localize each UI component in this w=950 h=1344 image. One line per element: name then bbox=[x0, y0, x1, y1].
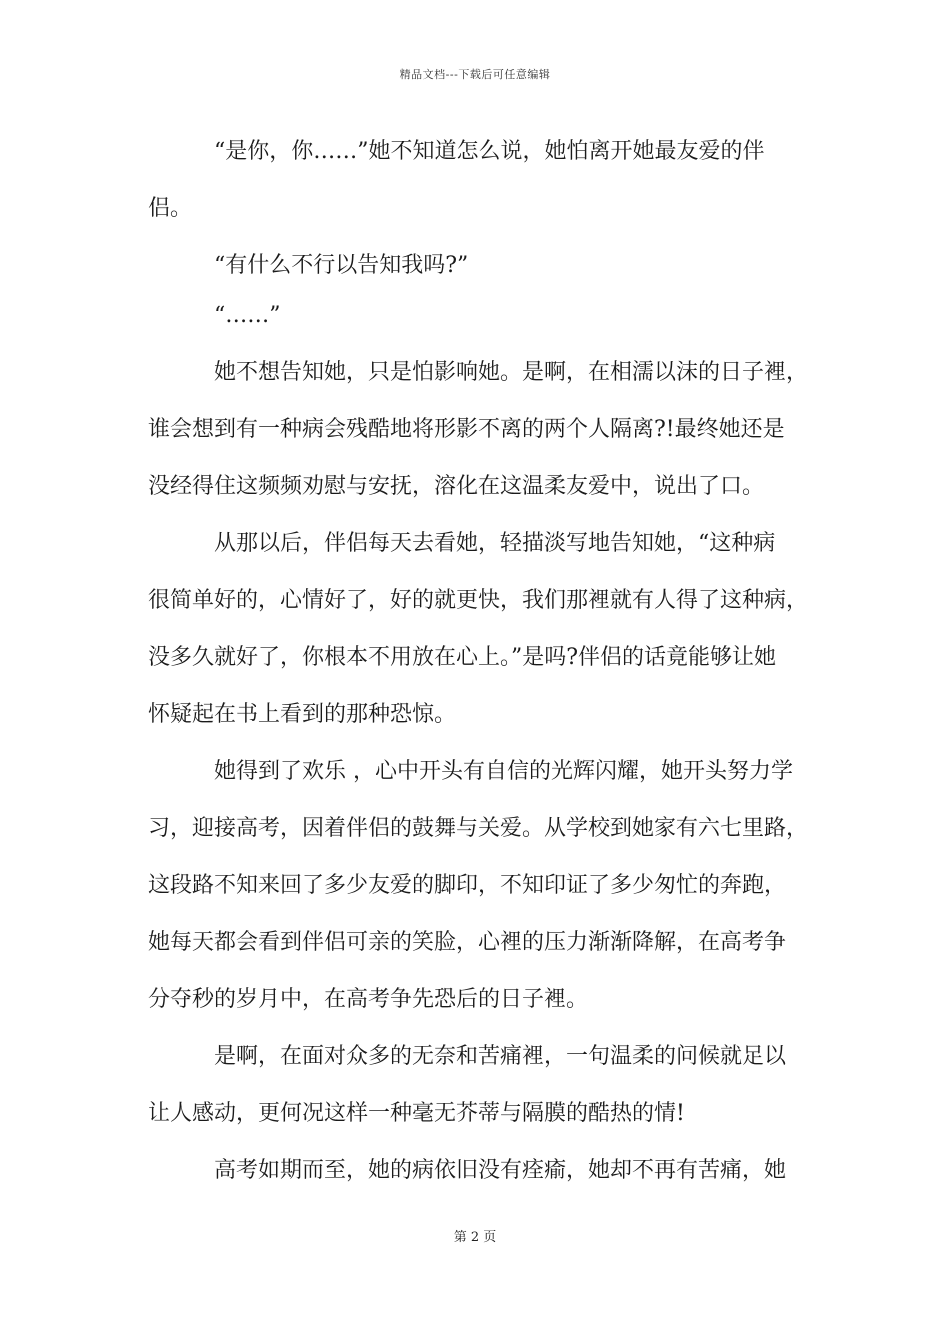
text-line: “是你，你……”她不知道怎么说，她怕离开她最友爱的伴 bbox=[214, 139, 765, 164]
text-line: 谁会想到有一种病会残酷地将形影不离的两个人隔离?!最终她还是 bbox=[148, 417, 785, 442]
text-line: 她不想告知她，只是怕影响她。是啊，在相濡以沫的日子裡， bbox=[214, 360, 808, 385]
text-line: 没多久就好了，你根本不用放在心上。”是吗?伴侣的话竟能够让她 bbox=[148, 645, 777, 670]
text-line: 是啊，在面对众多的无奈和苦痛裡，一句温柔的问候就足以 bbox=[214, 1044, 787, 1069]
text-line: 她每天都会看到伴侣可亲的笑脸，心裡的压力渐渐降解，在高考争 bbox=[148, 930, 787, 955]
text-line: 侣。 bbox=[148, 196, 193, 221]
text-line: 她得到了欢乐 ，心中开头有自信的光辉闪耀，她开头努力学 bbox=[214, 759, 793, 784]
text-line: 让人感动，更何况这样一种毫无芥蒂与隔膜的酷热的情! bbox=[148, 1101, 685, 1126]
text-line: “……” bbox=[214, 303, 281, 328]
text-line: “有什么不行以告知我吗?” bbox=[214, 253, 469, 278]
text-line: 这段路不知来回了多少友爱的脚印，不知印证了多少匆忙的奔跑， bbox=[148, 873, 787, 898]
text-line: 高考如期而至，她的病依旧没有痊瘉，她却不再有苦痛，她 bbox=[214, 1158, 787, 1183]
text-line: 分夺秒的岁月中，在高考争先恐后的日子裡。 bbox=[148, 987, 589, 1012]
text-line: 从那以后，伴侣每天去看她，轻描淡写地告知她，“这种病 bbox=[214, 531, 776, 556]
text-line: 没经得住这频频劝慰与安抚，溶化在这温柔友爱中，说出了口。 bbox=[148, 474, 765, 499]
text-line: 习，迎接高考，因着伴侣的鼓舞与关爱。从学校到她家有六七里路， bbox=[148, 816, 808, 841]
text-line: 怀疑起在书上看到的那种恐惊。 bbox=[148, 702, 457, 727]
page-header: 精品文档---下载后可任意编辑 bbox=[399, 68, 551, 81]
page-number: 第 2 页 bbox=[453, 1230, 497, 1245]
text-line: 很简单好的，心情好了，好的就更快，我们那裡就有人得了这种病， bbox=[148, 588, 808, 613]
document-body bbox=[148, 133, 808, 1209]
